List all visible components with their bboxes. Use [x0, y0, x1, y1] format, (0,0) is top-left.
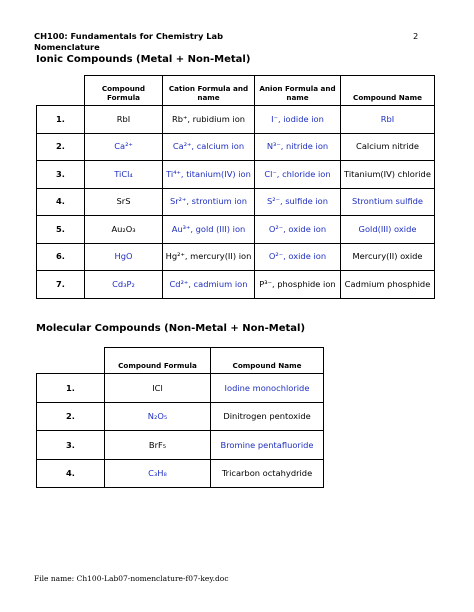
compound-name: Mercury(II) oxide: [341, 243, 435, 271]
table-row: [37, 431, 324, 460]
compound-formula: TiCl₄: [85, 161, 163, 189]
anion-cell: P³⁻, phosphide ion: [255, 271, 341, 299]
compound-formula: Ca²⁺: [85, 133, 163, 161]
row-number: 3.: [37, 161, 85, 189]
anion-cell: I⁻, iodide ion: [255, 106, 341, 134]
compound-name: Titanium(IV) chloride: [341, 161, 435, 189]
compound-formula: Cd₃P₂: [85, 271, 163, 299]
table-row: [37, 188, 435, 216]
ionic-header-formula: Compound Formula: [85, 76, 163, 106]
ionic-header-name: Compound Name: [341, 76, 435, 106]
ionic-section-title: Ionic Compounds (Metal + Non-Metal): [36, 54, 251, 65]
compound-name: RbI: [341, 106, 435, 134]
table-row: [37, 374, 324, 403]
table-row: [37, 271, 435, 299]
row-number: 6.: [37, 243, 85, 271]
molecular-header-formula: Compound Formula: [105, 348, 211, 374]
row-number: 2.: [37, 133, 85, 161]
compound-name: Gold(III) oxide: [341, 216, 435, 244]
compound-name: Calcium nitride: [341, 133, 435, 161]
molecular-header-blank: [37, 348, 105, 374]
cation-cell: Au³⁺, gold (III) ion: [163, 216, 255, 244]
compound-formula: HgO: [85, 243, 163, 271]
anion-cell: S²⁻, sulfide ion: [255, 188, 341, 216]
compound-formula: BrF₅: [105, 431, 211, 460]
cation-cell: Sr²⁺, strontium ion: [163, 188, 255, 216]
row-number: 4.: [37, 459, 105, 488]
row-number: 5.: [37, 216, 85, 244]
molecular-header-row: [37, 348, 324, 374]
table-row: [37, 161, 435, 189]
compound-name: Iodine monochloride: [211, 374, 324, 403]
compound-name: Strontium sulfide: [341, 188, 435, 216]
table-row: [37, 133, 435, 161]
page-number: 2: [413, 31, 419, 41]
row-number: 7.: [37, 271, 85, 299]
anion-cell: N³⁻, nitride ion: [255, 133, 341, 161]
compound-name: Dinitrogen pentoxide: [211, 402, 324, 431]
cation-cell: Ti⁴⁺, titanium(IV) ion: [163, 161, 255, 189]
anion-cell: O²⁻, oxide ion: [255, 216, 341, 244]
compound-formula: ICl: [105, 374, 211, 403]
file-name-footer: File name: Ch100-Lab07-nomenclature-f07-key.doc: [34, 574, 229, 583]
compound-name: Cadmium phosphide: [341, 271, 435, 299]
cation-cell: Cd²⁺, cadmium ion: [163, 271, 255, 299]
ionic-header-anion: Anion Formula and name: [255, 76, 341, 106]
molecular-compounds-table: [36, 347, 324, 488]
cation-cell: Hg²⁺, mercury(II) ion: [163, 243, 255, 271]
compound-formula: N₂O₅: [105, 402, 211, 431]
molecular-section-title: Molecular Compounds (Non-Metal + Non-Metal): [36, 323, 306, 334]
row-number: 3.: [37, 431, 105, 460]
table-row: [37, 459, 324, 488]
row-number: 1.: [37, 106, 85, 134]
table-row: [37, 402, 324, 431]
compound-formula: C₃H₈: [105, 459, 211, 488]
ionic-compounds-table: [36, 75, 435, 299]
course-title: CH100: Fundamentals for Chemistry Lab: [34, 31, 224, 41]
compound-formula: RbI: [85, 106, 163, 134]
compound-formula: Au₂O₃: [85, 216, 163, 244]
row-number: 2.: [37, 402, 105, 431]
row-number: 1.: [37, 374, 105, 403]
document-header: [34, 31, 223, 53]
ionic-header-cation: Cation Formula and name: [163, 76, 255, 106]
ionic-header-row: [37, 76, 435, 106]
compound-name: Tricarbon octahydride: [211, 459, 324, 488]
compound-formula: SrS: [85, 188, 163, 216]
header-subtitle: Nomenclature: [34, 42, 100, 52]
cation-cell: Ca²⁺, calcium ion: [163, 133, 255, 161]
anion-cell: O²⁻, oxide ion: [255, 243, 341, 271]
ionic-header-blank: [37, 76, 85, 106]
table-row: [37, 106, 435, 134]
table-row: [37, 243, 435, 271]
anion-cell: Cl⁻, chloride ion: [255, 161, 341, 189]
row-number: 4.: [37, 188, 85, 216]
compound-name: Bromine pentafluoride: [211, 431, 324, 460]
table-row: [37, 216, 435, 244]
molecular-header-name: Compound Name: [211, 348, 324, 374]
cation-cell: Rb⁺, rubidium ion: [163, 106, 255, 134]
